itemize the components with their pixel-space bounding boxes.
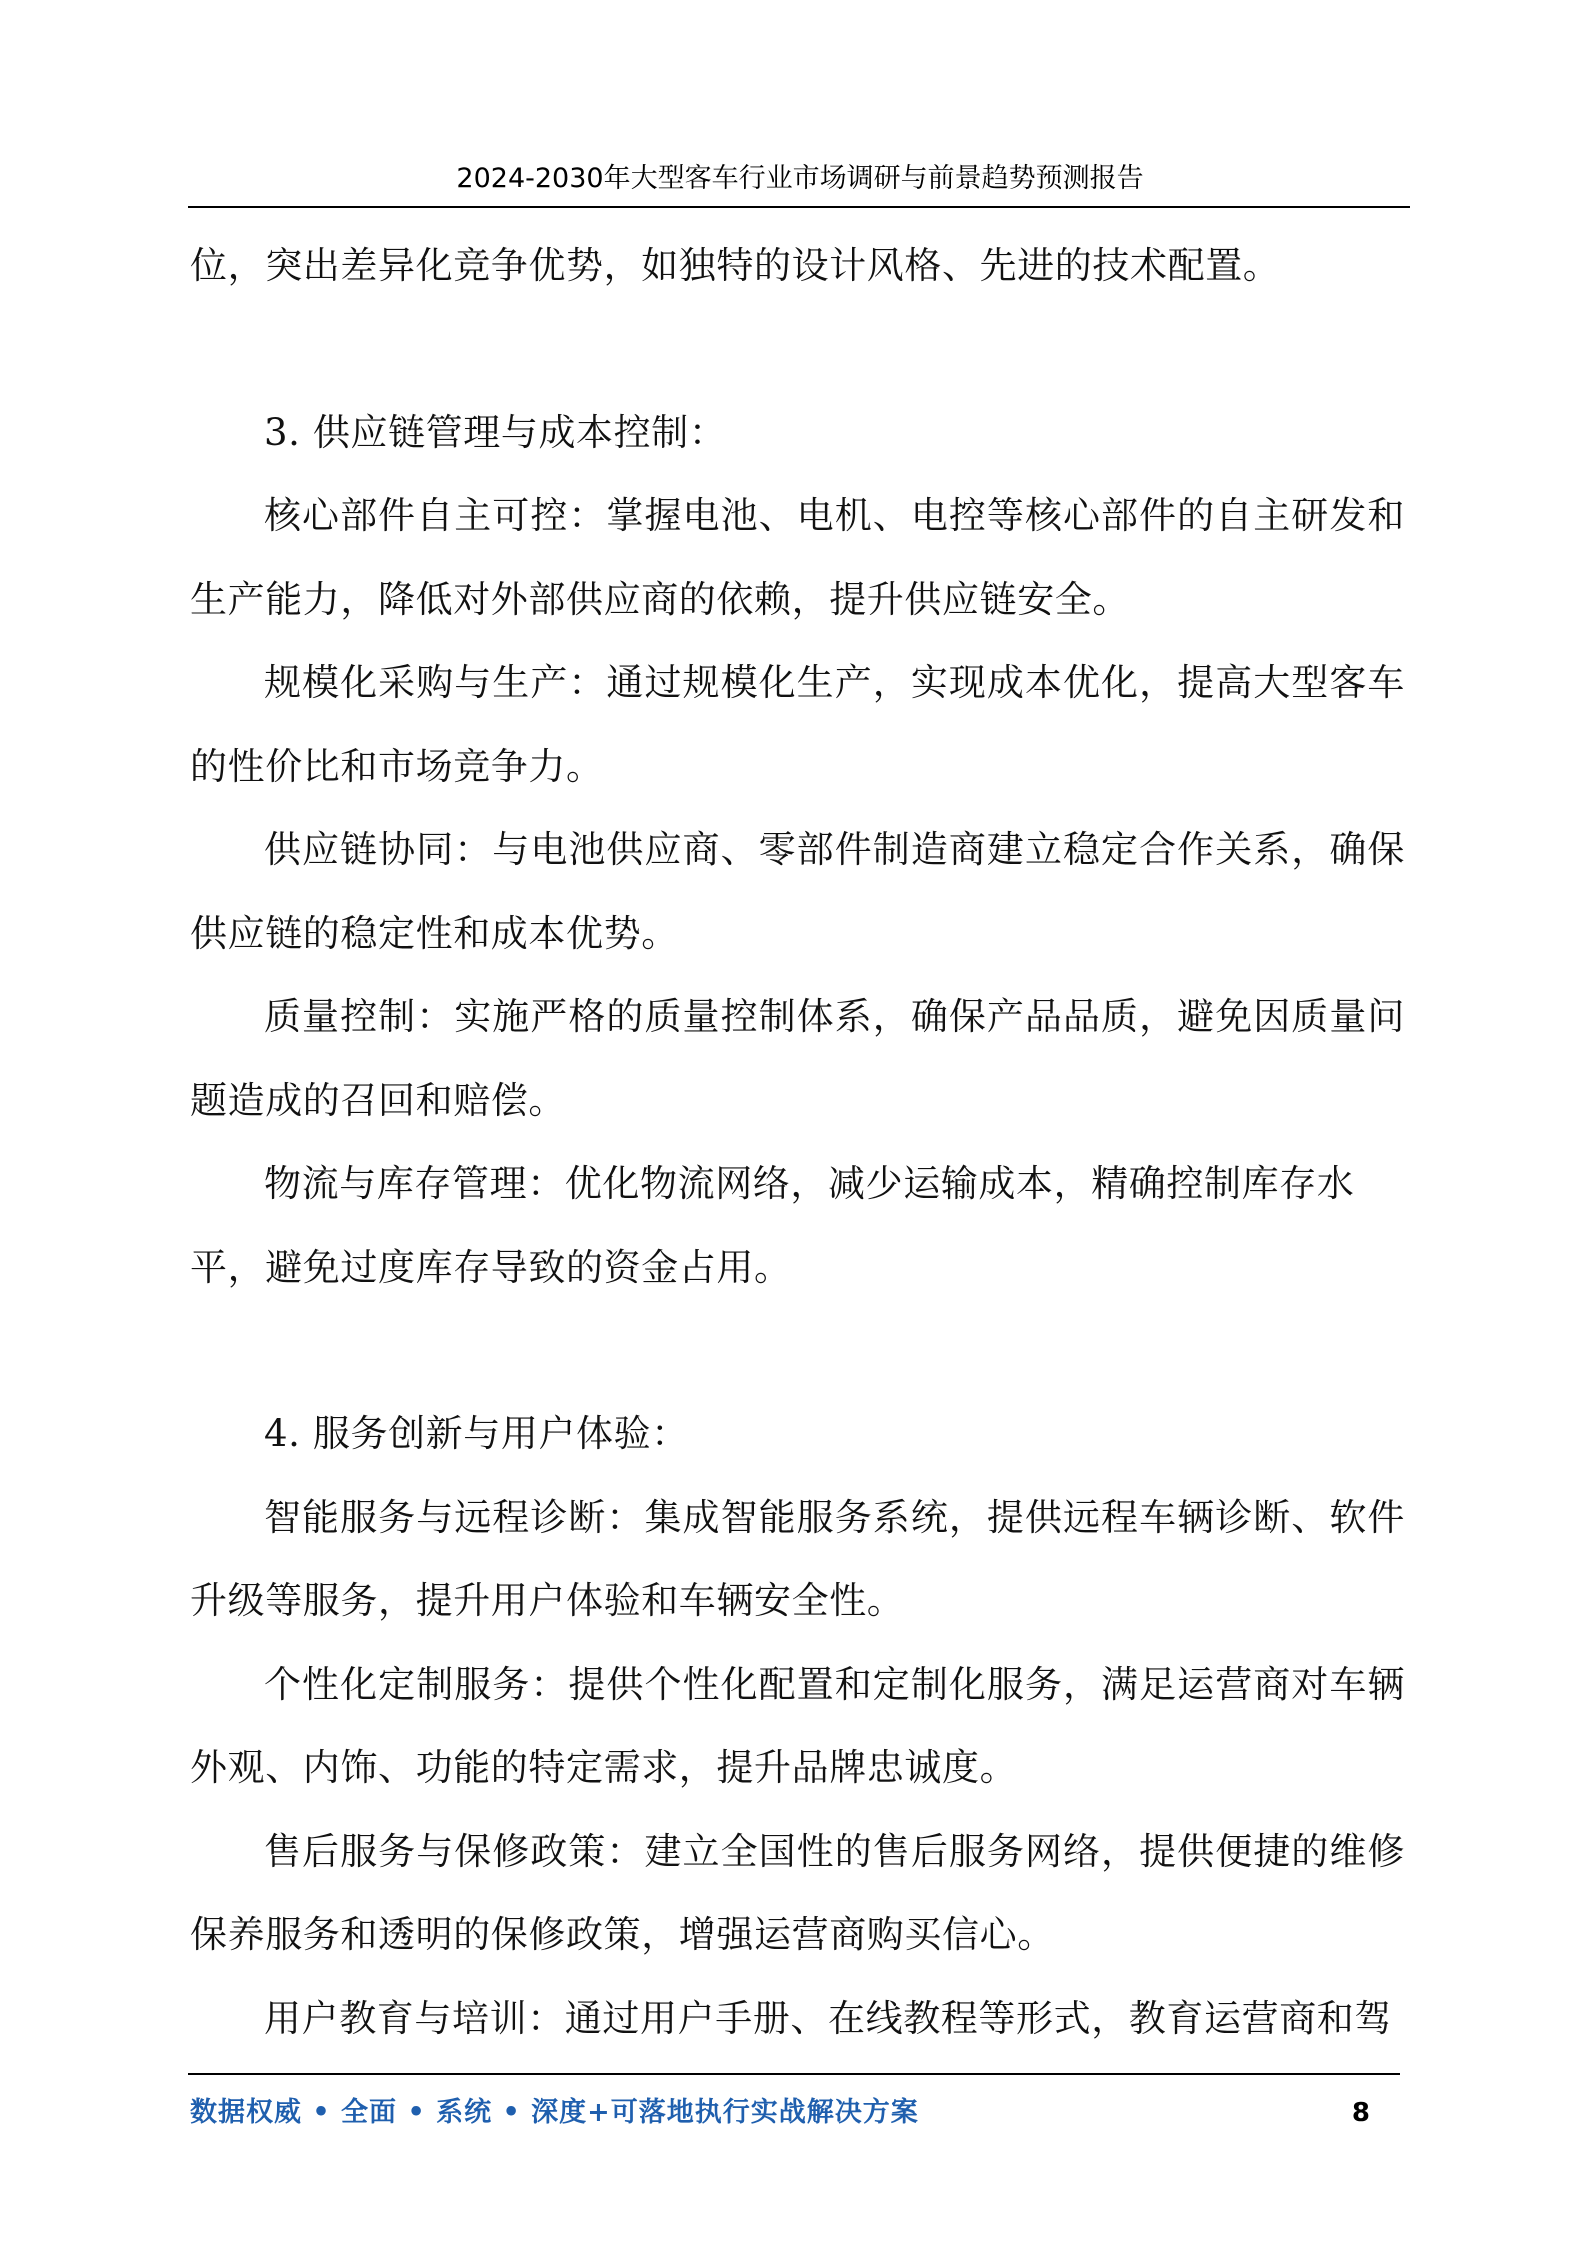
footer-divider [188,2073,1400,2075]
paragraph-logistics-line2: 平，避免过度库存导致的资金占用。 [190,1245,792,1289]
paragraph-quality-control: 质量控制：实施严格的质量控制体系，确保产品品质，避免因质量问题造成的召回和赔偿。 [190,995,1405,1122]
paragraph-core-components: 核心部件自主可控：掌握电池、电机、电控等核心部件的自主研发和生产能力，降低对外部供应商的依赖，提升供应链安全。 [190,494,1405,621]
page-number: 8 [1351,2098,1370,2128]
footer-slogan: 数据权威 • 全面 • 系统 • 深度+可落地执行实战解决方案 [190,2097,919,2128]
paragraph-customization: 个性化定制服务：提供个性化配置和定制化服务，满足运营商对车辆外观、内饰、功能的特定需求，提升品牌忠诚度。 [190,1662,1405,1789]
body-text [190,224,1405,2060]
header-divider [188,206,1410,208]
paragraph-after-sales: 售后服务与保修政策：建立全国性的售后服务网络，提供便捷的维修保养服务和透明的保修政策，增强运营商购买信心。 [190,1829,1405,1956]
paragraph-user-education: 用户教育与培训：通过用户手册、在线教程等形式，教育运营商和驾 [264,1996,1392,2040]
paragraph-logistics-line1: 物流与库存管理：优化物流网络，减少运输成本，精确控制库存水 [264,1162,1355,1205]
page-header-title: 2024-2030年大型客车行业市场调研与前景趋势预测报告 [456,163,1144,194]
paragraph-scale-procurement: 规模化采购与生产：通过规模化生产，实现成本优化，提高大型客车的性价比和市场竞争力。 [190,661,1405,788]
section-heading-3: 3. 供应链管理与成本控制： [264,410,727,454]
paragraph-smart-service: 智能服务与远程诊断：集成智能服务系统，提供远程车辆诊断、软件升级等服务，提升用户体验和车辆安全性。 [190,1495,1405,1622]
section-gap [190,1309,1405,1392]
section-gap [190,308,1405,391]
paragraph-supply-chain-synergy: 供应链协同：与电池供应商、零部件制造商建立稳定合作关系，确保供应链的稳定性和成本优势。 [190,828,1405,955]
paragraph-continued: 位，突出差异化竞争优势，如独特的设计风格、先进的技术配置。 [190,244,1281,287]
section-heading-4: 4. 服务创新与用户体验： [264,1412,689,1455]
